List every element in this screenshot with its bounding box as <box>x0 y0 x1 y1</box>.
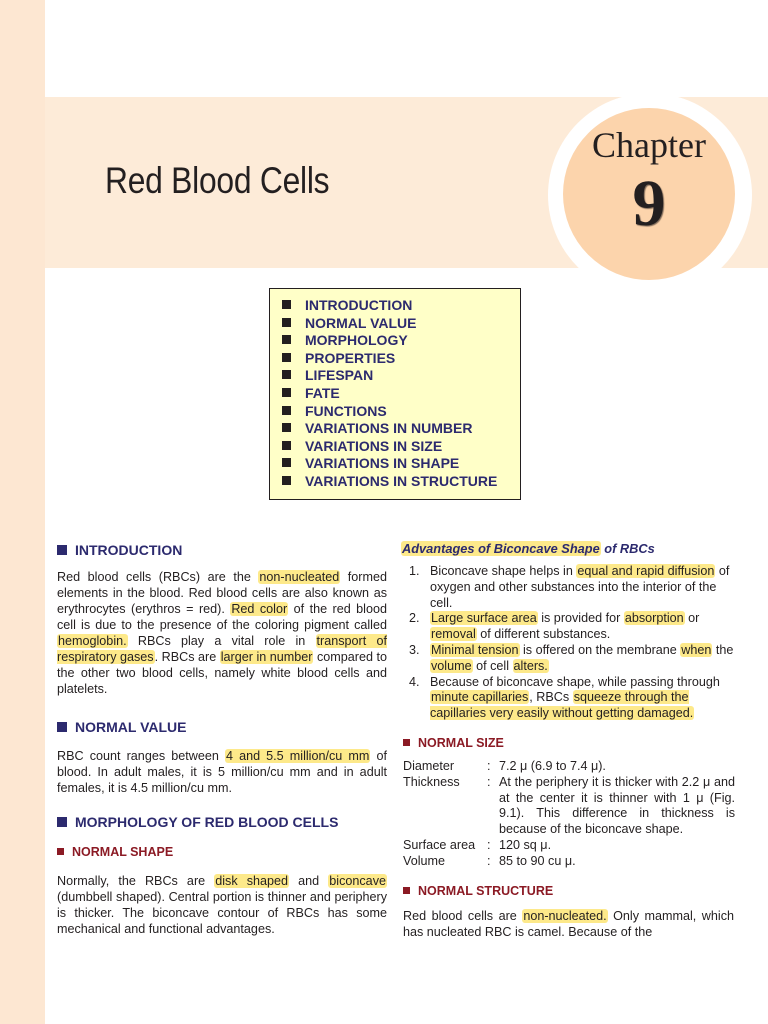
toc-item: FATE <box>282 385 520 403</box>
page-side-bar <box>0 0 45 1024</box>
highlighted-text: 4 and 5.5 million/cu mm <box>225 749 370 763</box>
chapter-contents-box <box>269 288 521 500</box>
highlighted-text: equal and rapid diffusion <box>577 564 715 578</box>
table-row: Diameter : 7.2 μ (6.9 to 7.4 μ). <box>403 759 606 773</box>
highlighted-text: removal <box>431 627 476 642</box>
chapter-label: Chapter <box>592 125 706 165</box>
toc-item: VARIATIONS IN SIZE <box>282 438 520 456</box>
table-row: Volume : 85 to 90 cu μ. <box>403 853 576 868</box>
highlighted-text: non-nucleated. <box>523 909 607 923</box>
highlighted-text: Red color <box>231 602 288 616</box>
highlighted-text: transport of respiratory gases <box>57 634 387 664</box>
highlighted-text: non-nucleated <box>259 570 340 584</box>
toc-item: VARIATIONS IN SHAPE <box>282 455 520 473</box>
highlighted-text: Advantages of Biconcave Shape <box>402 541 600 556</box>
subheading-normal-structure: NORMAL STRUCTURE <box>403 884 553 898</box>
chapter-title: Red Blood Cells <box>105 160 330 201</box>
square-bullet-icon <box>57 722 67 732</box>
square-bullet-icon <box>403 739 410 746</box>
advantages-title: Advantages of Biconcave Shape of RBCs <box>402 541 655 556</box>
square-bullet-icon <box>282 476 291 485</box>
chapter-badge <box>563 108 735 280</box>
normal-shape-paragraph: Normally, the RBCs are disk shaped and biconcave (dumbbell shaped). Central portion is thinner and periphery is thicker. The biconcave contour of RBCs has some mechanical and functional advantages. <box>57 874 387 936</box>
list-item: 4. Because of biconcave shape, while passing through minute capillaries, RBCs squeeze through the capillaries very easily without getting damaged. <box>409 674 720 721</box>
highlighted-text: alters. <box>513 658 548 673</box>
toc-item: VARIATIONS IN STRUCTURE <box>282 473 520 491</box>
square-bullet-icon <box>282 353 291 362</box>
highlighted-text: biconcave <box>329 874 386 888</box>
normal-size-table <box>403 759 735 870</box>
highlighted-text: when <box>681 642 712 657</box>
table-row: Thickness : At the periphery it is thicker with 2.2 μ and at the center it is thinner with 1 μ (Fig. 9.1). This difference in thickness is because of the biconcave shape. <box>403 774 735 837</box>
chapter-number: 9 <box>632 167 666 240</box>
table-row: Surface area : 120 sq μ. <box>403 837 552 852</box>
square-bullet-icon <box>282 300 291 309</box>
highlighted-text: Large surface area <box>431 611 537 626</box>
highlighted-text: disk shaped <box>215 874 289 888</box>
section-heading-normal-value: NORMAL VALUE <box>57 719 186 735</box>
normal-structure-paragraph: Red blood cells are non-nucleated. Only mammal, which has nucleated RBC is camel. Because of the <box>403 909 735 939</box>
section-heading-introduction: INTRODUCTION <box>57 542 182 558</box>
highlighted-text: minute capillaries <box>431 690 529 705</box>
toc-item: NORMAL VALUE <box>282 315 520 333</box>
square-bullet-icon <box>57 848 64 855</box>
highlighted-text: volume <box>431 658 472 673</box>
introduction-paragraph: Red blood cells (RBCs) are the non-nucleated formed elements in the blood. Red blood cells are also known as erythrocytes (erythros = red). Red color of the red blood cell is due to the presence of the coloring pigment called hemoglobin. RBCs play a vital role in transport of respiratory gases. RBCs are larger in number compared to the other two blood cells, namely white blood cells and platelets. <box>57 570 387 696</box>
list-item: 3. Minimal tension is offered on the membrane when the volume of cell alters. <box>409 642 734 673</box>
highlighted-text: squeeze through the capillaries very easily without getting damaged. <box>430 690 694 721</box>
toc-item: FUNCTIONS <box>282 403 520 421</box>
square-bullet-icon <box>282 458 291 467</box>
list-item: 2. Large surface area is provided for absorption or removal of different substances. <box>409 611 700 642</box>
square-bullet-icon <box>57 545 67 555</box>
toc-item: VARIATIONS IN NUMBER <box>282 420 520 438</box>
square-bullet-icon <box>403 887 410 894</box>
highlighted-text: absorption <box>624 611 684 626</box>
subheading-normal-size: NORMAL SIZE <box>403 736 504 750</box>
toc-item: LIFESPAN <box>282 367 520 385</box>
square-bullet-icon <box>282 318 291 327</box>
subheading-normal-shape: NORMAL SHAPE <box>57 845 173 859</box>
highlighted-text: hemoglobin. <box>58 634 127 648</box>
normal-value-paragraph: RBC count ranges between 4 and 5.5 million/cu mm of blood. In adult males, it is 5 million/cu mm and in adult females, it is 4.5 million/cu mm. <box>57 749 387 795</box>
square-bullet-icon <box>282 370 291 379</box>
square-bullet-icon <box>282 388 291 397</box>
square-bullet-icon <box>282 406 291 415</box>
list-item: 1. Biconcave shape helps in equal and rapid diffusion of oxygen and other substances into the interior of the cell. <box>409 564 730 610</box>
section-heading-morphology: MORPHOLOGY OF RED BLOOD CELLS <box>57 814 338 830</box>
highlighted-text: larger in number <box>220 650 313 664</box>
square-bullet-icon <box>282 423 291 432</box>
highlighted-text: Minimal tension <box>431 642 519 657</box>
square-bullet-icon <box>282 335 291 344</box>
toc-item: PROPERTIES <box>282 350 520 368</box>
toc-item: INTRODUCTION <box>282 297 520 315</box>
square-bullet-icon <box>282 441 291 450</box>
toc-item: MORPHOLOGY <box>282 332 520 350</box>
square-bullet-icon <box>57 817 67 827</box>
advantages-list <box>403 564 734 722</box>
